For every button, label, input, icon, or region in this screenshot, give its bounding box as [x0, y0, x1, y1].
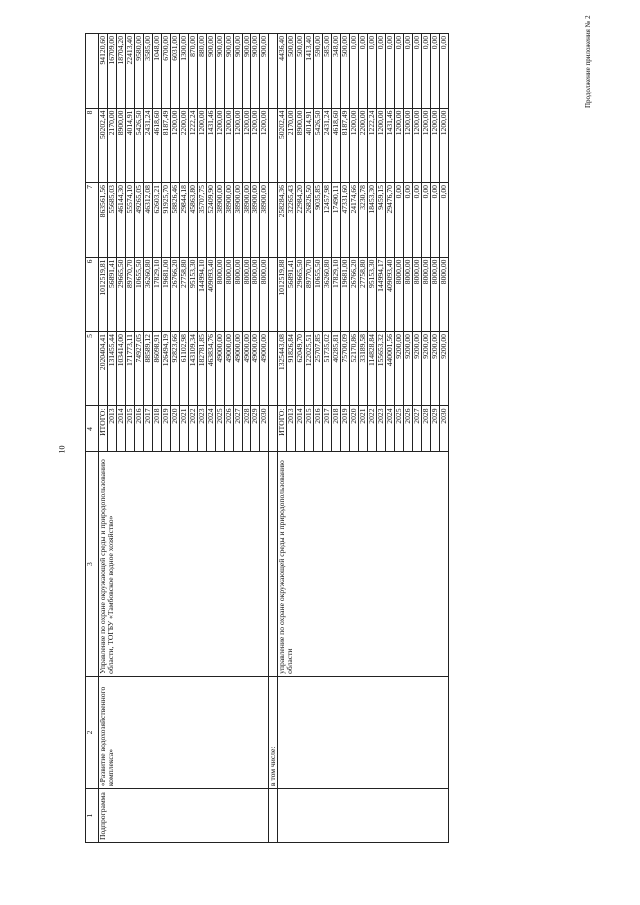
amount-cell: 29476,70 [386, 183, 395, 257]
amount-cell: 0,00 [421, 183, 430, 257]
amount-cell: 409093,40 [386, 257, 395, 331]
amount-cell: 49000,00 [242, 332, 251, 406]
amount-cell: 1200,00 [251, 108, 260, 182]
amount-cell: 56891,41 [107, 257, 116, 331]
year-cell: 2015 [305, 406, 314, 452]
amount-cell: 900,00 [233, 34, 242, 109]
amount-cell: 8187,49 [341, 108, 350, 182]
amount-cell: 18453,30 [368, 183, 377, 257]
amount-cell: 0,00 [430, 183, 439, 257]
amount-cell: 8000,00 [242, 257, 251, 331]
amount-cell: 585,00 [323, 34, 332, 109]
amount-cell: 0,00 [403, 183, 412, 257]
block2-cell-1 [278, 789, 448, 843]
amount-cell: 9200,00 [394, 332, 403, 406]
year-cell: 2018 [152, 406, 161, 452]
amount-cell: 26766,20 [170, 257, 179, 331]
intermediate-block [269, 34, 278, 843]
amount-cell: 22413,40 [125, 34, 134, 109]
amount-cell: 1200,00 [170, 108, 179, 182]
page-number: 10 [57, 445, 67, 454]
year-cell: 2021 [359, 406, 368, 452]
amount-cell: 1200,00 [430, 108, 439, 182]
amount-cell: 880,00 [197, 34, 206, 109]
year-cell: 2013 [287, 406, 296, 452]
amount-cell: 1200,00 [421, 108, 430, 182]
year-cell: 2024 [386, 406, 395, 452]
amount-cell: 49265,05 [134, 183, 143, 257]
col-header-8: 8 [86, 108, 99, 182]
block2-executor: управление по охране окружающей среды и природопользованию области [278, 452, 448, 676]
col-header-4: 4 [86, 406, 99, 452]
amount-cell: 0,00 [412, 34, 421, 109]
amount-cell: 36260,80 [143, 257, 152, 331]
amount-cell: 144994,10 [197, 257, 206, 331]
amount-cell: 49000,00 [224, 332, 233, 406]
amount-cell: 900,00 [215, 34, 224, 109]
amount-cell: 56891,41 [287, 257, 296, 331]
year-cell: ИТОГО: [99, 406, 108, 452]
year-cell: 2019 [161, 406, 170, 452]
amount-cell: 55685,03 [107, 183, 116, 257]
amount-cell: 1413,40 [305, 34, 314, 109]
year-cell: 2013 [107, 406, 116, 452]
amount-cell: 440001,56 [386, 332, 395, 406]
col-header-5: 5 [86, 332, 99, 406]
amount-cell: 9580,00 [134, 34, 143, 109]
amount-cell: 29665,50 [296, 257, 305, 331]
amount-cell: 49000,00 [260, 332, 269, 406]
amount-cell: 38900,00 [242, 183, 251, 257]
year-cell: 2014 [296, 406, 305, 452]
year-cell: 2014 [116, 406, 125, 452]
rotated-table-area [85, 33, 613, 843]
amount-cell: 1325443,08 [278, 332, 287, 406]
amount-cell: 9459,15 [377, 183, 386, 257]
col-header-3: 3 [86, 452, 99, 676]
amount-cell: 5426,50 [314, 108, 323, 182]
amount-cell: 58826,46 [170, 183, 179, 257]
amount-cell: 38900,00 [251, 183, 260, 257]
year-cell: 2029 [430, 406, 439, 452]
amount-cell: 348,00 [332, 34, 341, 109]
amount-cell: 1012519,81 [99, 257, 108, 331]
amount-cell: 6031,00 [170, 34, 179, 109]
amount-cell: 19681,00 [161, 257, 170, 331]
amount-cell: 870,00 [188, 34, 197, 109]
amount-cell: 1048,00 [152, 34, 161, 109]
amount-cell: 62603,21 [152, 183, 161, 257]
amount-cell: 1200,00 [350, 108, 359, 182]
subprogram-block [99, 34, 269, 843]
amount-cell: 55574,10 [125, 183, 134, 257]
amount-cell: 46312,08 [143, 183, 152, 257]
amount-cell: 2431,24 [323, 108, 332, 182]
amount-cell: 863561,56 [99, 183, 108, 257]
amount-cell: 89770,70 [125, 257, 134, 331]
amount-cell: 8187,49 [161, 108, 170, 182]
amount-cell: 0,00 [439, 183, 448, 257]
amount-cell: 75700,09 [341, 332, 350, 406]
amount-cell: 50202,44 [278, 108, 287, 182]
amount-cell: 1222,24 [188, 108, 197, 182]
amount-cell: 0,00 [359, 34, 368, 109]
year-cell: 2022 [368, 406, 377, 452]
amount-cell: 91925,70 [161, 183, 170, 257]
amount-cell: 29665,50 [116, 257, 125, 331]
amount-cell: 409093,40 [206, 257, 215, 331]
amount-cell: 22984,20 [296, 183, 305, 257]
amount-cell: 900,00 [251, 34, 260, 109]
amount-cell: 0,00 [350, 34, 359, 109]
table-row [99, 34, 108, 843]
amount-cell: 91826,84 [287, 332, 296, 406]
year-cell: 2016 [314, 406, 323, 452]
amount-cell: 74927,05 [134, 332, 143, 406]
amount-cell: 1012519,88 [278, 257, 287, 331]
amount-cell: 8000,00 [251, 257, 260, 331]
amount-cell: 1431,46 [206, 108, 215, 182]
amount-cell: 0,00 [421, 34, 430, 109]
amount-cell: 1200,00 [403, 108, 412, 182]
amount-cell: 3230,78 [359, 183, 368, 257]
amount-cell: 0,00 [412, 183, 421, 257]
amount-cell: 38900,00 [260, 183, 269, 257]
amount-cell: 8000,00 [430, 257, 439, 331]
amount-cell: 51735,02 [323, 332, 332, 406]
year-cell: 2030 [260, 406, 269, 452]
amount-cell: 1200,00 [439, 108, 448, 182]
amount-cell: 0,00 [368, 34, 377, 109]
amount-cell: 1200,00 [412, 108, 421, 182]
amount-cell: 49000,00 [215, 332, 224, 406]
amount-cell: 463834,76 [206, 332, 215, 406]
amount-cell: 9200,00 [439, 332, 448, 406]
year-cell: 2030 [439, 406, 448, 452]
amount-cell: 182781,85 [197, 332, 206, 406]
amount-cell: 4014,91 [125, 108, 134, 182]
amount-cell: 27758,80 [179, 257, 188, 331]
amount-cell: 17829,10 [332, 257, 341, 331]
year-cell: ИТОГО: [278, 406, 287, 452]
amount-cell: 46144,30 [116, 183, 125, 257]
amount-cell: 38900,00 [215, 183, 224, 257]
amount-cell: 590,00 [314, 34, 323, 109]
amount-cell: 114828,84 [368, 332, 377, 406]
amount-cell: 26826,50 [305, 183, 314, 257]
amount-cell: 500,00 [341, 34, 350, 109]
amount-cell: 2431,24 [143, 108, 152, 182]
amount-cell: 33189,58 [359, 332, 368, 406]
amount-cell: 0,00 [439, 34, 448, 109]
amount-cell: 16709,00 [107, 34, 116, 109]
amount-cell: 1200,00 [377, 108, 386, 182]
amount-cell: 126494,19 [161, 332, 170, 406]
col-header-1: 1 [86, 789, 99, 843]
amount-cell: 10655,50 [134, 257, 143, 331]
amount-cell: 0,00 [386, 34, 395, 109]
amount-cell: 12457,98 [323, 183, 332, 257]
amount-cell: 900,00 [242, 34, 251, 109]
year-cell: 2026 [403, 406, 412, 452]
amount-cell: 143109,34 [188, 332, 197, 406]
amount-cell: 900,00 [206, 34, 215, 109]
amount-cell: 86098,91 [152, 332, 161, 406]
amount-cell: 2170,00 [287, 108, 296, 182]
amount-cell: 8000,00 [233, 257, 242, 331]
table-row [278, 34, 287, 843]
amount-cell: 1200,00 [242, 108, 251, 182]
amount-cell: 500,00 [296, 34, 305, 109]
amount-cell: 8900,00 [116, 108, 125, 182]
year-cell: 2025 [394, 406, 403, 452]
amount-cell: 131455,44 [107, 332, 116, 406]
appendix-caption: Продолжение приложения № 2 [584, 15, 592, 108]
amount-cell: 10655,50 [314, 257, 323, 331]
amount-cell: 1200,00 [394, 108, 403, 182]
year-cell: 2025 [215, 406, 224, 452]
amount-cell: 19681,00 [341, 257, 350, 331]
year-cell: 2024 [206, 406, 215, 452]
col-header-2: 2 [86, 676, 99, 788]
amount-cell: 3585,00 [143, 34, 152, 109]
amount-cell: 9200,00 [430, 332, 439, 406]
year-cell: 2020 [350, 406, 359, 452]
amount-cell: 8000,00 [215, 257, 224, 331]
amount-cell: 103414,00 [116, 332, 125, 406]
amount-cell: 9035,85 [314, 183, 323, 257]
amount-cell: 5426,50 [134, 108, 143, 182]
amount-cell: 0,00 [394, 183, 403, 257]
amount-cell: 95153,30 [188, 257, 197, 331]
amount-cell: 62049,70 [296, 332, 305, 406]
amount-cell: 88589,12 [143, 332, 152, 406]
year-cell: 2017 [143, 406, 152, 452]
block1-cell-2: «Развитие водохозяйственного комплекса» [99, 676, 269, 788]
year-cell: 2015 [125, 406, 134, 452]
amount-cell: 35707,75 [197, 183, 206, 257]
amount-cell: 17490,11 [332, 183, 341, 257]
amount-cell: 1200,00 [224, 108, 233, 182]
block1-cell-1: Подпрограмма [99, 789, 269, 843]
amount-cell: 1431,46 [386, 108, 395, 182]
year-cell: 2023 [197, 406, 206, 452]
amount-cell: 8000,00 [260, 257, 269, 331]
year-cell: 2023 [377, 406, 386, 452]
amount-cell: 8000,00 [421, 257, 430, 331]
year-cell: 2027 [412, 406, 421, 452]
amount-cell: 8000,00 [224, 257, 233, 331]
amount-cell: 900,00 [260, 34, 269, 109]
amount-cell: 0,00 [377, 34, 386, 109]
amount-cell: 1200,00 [233, 108, 242, 182]
amount-cell: 36260,80 [323, 257, 332, 331]
year-cell: 2021 [179, 406, 188, 452]
amount-cell: 9200,00 [421, 332, 430, 406]
amount-cell: 38900,00 [233, 183, 242, 257]
amount-cell: 2200,00 [179, 108, 188, 182]
amount-cell: 8000,00 [412, 257, 421, 331]
intermediate-cell-1 [269, 789, 278, 843]
amount-cell: 500,00 [287, 34, 296, 109]
amount-cell: 8000,00 [439, 257, 448, 331]
amount-cell: 92823,66 [170, 332, 179, 406]
amount-cell: 122025,51 [305, 332, 314, 406]
year-cell: 2019 [341, 406, 350, 452]
column-number-row [86, 34, 99, 843]
amount-cell: 45863,80 [188, 183, 197, 257]
block1-executor: Управление по охране окружающей среды и природопользованию области, ТОГБУ «Тамбовское водное хозяйство» [99, 452, 269, 676]
amount-cell: 4618,60 [152, 108, 161, 182]
col-header-9 [86, 34, 99, 109]
year-cell: 2018 [332, 406, 341, 452]
amount-cell: 95153,30 [368, 257, 377, 331]
amount-cell: 17829,10 [152, 257, 161, 331]
year-cell: 2027 [233, 406, 242, 452]
year-cell: 2020 [170, 406, 179, 452]
block2-cell-2 [278, 676, 448, 788]
amount-cell: 2200,00 [359, 108, 368, 182]
amount-cell: 49000,00 [233, 332, 242, 406]
amount-cell: 9200,00 [412, 332, 421, 406]
year-cell: 2028 [421, 406, 430, 452]
amount-cell: 0,00 [403, 34, 412, 109]
amount-cell: 29844,18 [179, 183, 188, 257]
department-block [278, 34, 448, 843]
amount-cell: 25707,85 [314, 332, 323, 406]
year-cell: 2016 [134, 406, 143, 452]
amount-cell: 258284,36 [278, 183, 287, 257]
amount-cell: 8000,00 [394, 257, 403, 331]
amount-cell: 1300,00 [179, 34, 188, 109]
amount-cell: 52170,86 [350, 332, 359, 406]
year-cell: 2026 [224, 406, 233, 452]
amount-cell: 49000,00 [251, 332, 260, 406]
amount-cell: 4014,91 [305, 108, 314, 182]
amount-cell: 18704,20 [116, 34, 125, 109]
col-header-7: 7 [86, 183, 99, 257]
amount-cell: 0,00 [430, 34, 439, 109]
amount-cell: 24174,66 [350, 183, 359, 257]
amount-cell: 26766,20 [350, 257, 359, 331]
amount-cell: 38900,00 [224, 183, 233, 257]
amount-cell: 9200,00 [403, 332, 412, 406]
amount-cell: 4618,60 [332, 108, 341, 182]
year-cell: 2028 [242, 406, 251, 452]
amount-cell: 89770,70 [305, 257, 314, 331]
amount-cell: 2020404,41 [99, 332, 108, 406]
amount-cell: 47331,60 [341, 183, 350, 257]
amount-cell: 50202,44 [99, 108, 108, 182]
amount-cell: 2170,00 [107, 108, 116, 182]
amount-cell: 1200,00 [260, 108, 269, 182]
amount-cell: 27758,80 [359, 257, 368, 331]
amount-cell: 1200,00 [197, 108, 206, 182]
amount-cell: 8900,00 [296, 108, 305, 182]
amount-cell: 8000,00 [403, 257, 412, 331]
amount-cell: 144994,17 [377, 257, 386, 331]
year-cell: 2017 [323, 406, 332, 452]
amount-cell: 52409,90 [206, 183, 215, 257]
year-cell: 2022 [188, 406, 197, 452]
budget-table [85, 33, 449, 843]
col-header-6: 6 [86, 257, 99, 331]
amount-cell: 32265,43 [287, 183, 296, 257]
amount-cell: 61102,98 [179, 332, 188, 406]
intermediate-label: в том числе: [269, 676, 278, 788]
amount-cell: 900,00 [224, 34, 233, 109]
amount-cell: 4436,40 [278, 34, 287, 109]
amount-cell: 1200,00 [215, 108, 224, 182]
year-cell: 2029 [251, 406, 260, 452]
amount-cell: 6700,00 [161, 34, 170, 109]
amount-cell: 40285,81 [332, 332, 341, 406]
amount-cell: 94120,60 [99, 34, 108, 109]
amount-cell: 1222,24 [368, 108, 377, 182]
amount-cell: 155653,32 [377, 332, 386, 406]
amount-cell: 0,00 [394, 34, 403, 109]
amount-cell: 171773,11 [125, 332, 134, 406]
